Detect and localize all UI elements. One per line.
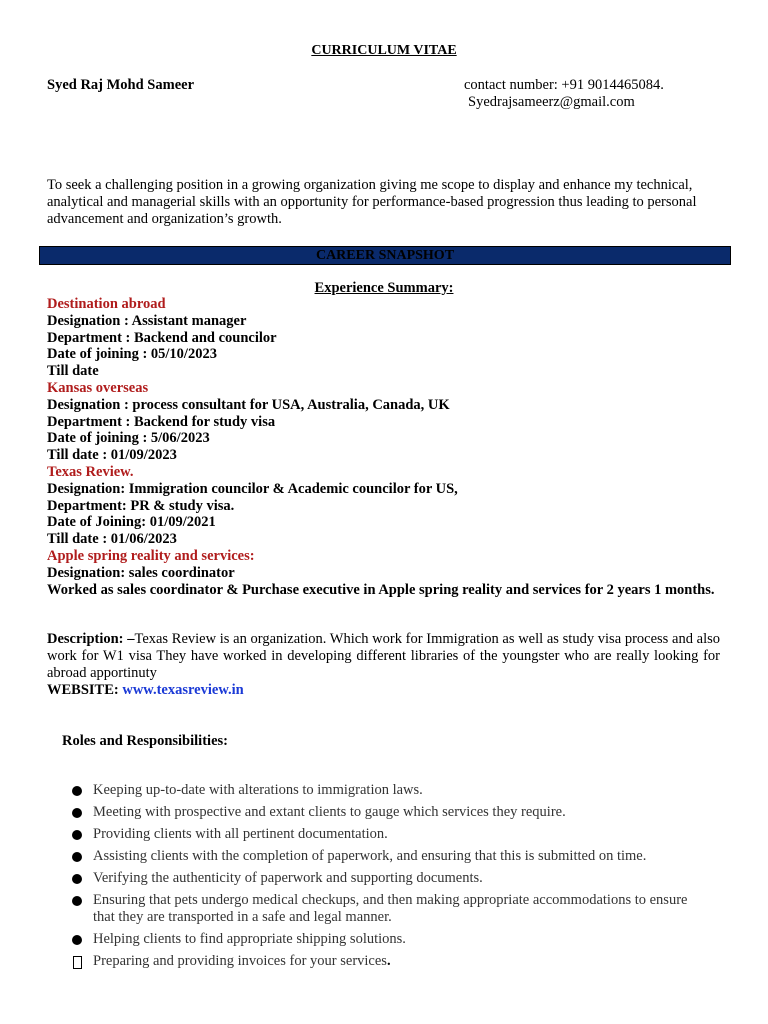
- experience-line: Designation : process consultant for USA, Australia, Canada, UK: [47, 396, 450, 413]
- responsibility-text: Providing clients with all pertinent documentation.: [93, 826, 388, 842]
- experience-line: Department : Backend and councilor: [47, 329, 277, 346]
- responsibilities-list: [70, 782, 710, 975]
- description-paragraph: [47, 631, 720, 682]
- responsibility-text: Meeting with prospective and extant clients to gauge which services they require.: [93, 804, 566, 820]
- list-item: [70, 931, 710, 948]
- description-text: Texas Review is an organization. Which work for Immigration as well as study visa process and also work for W1 visa They have worked in developing different libraries of the youngster who are really looking for abroad apportinuty: [47, 631, 720, 681]
- experience-line: Department : Backend for study visa: [47, 413, 276, 430]
- experience-list: [47, 296, 727, 598]
- responsibility-text: Keeping up-to-date with alterations to immigration laws.: [93, 782, 423, 798]
- experience-entry: [47, 296, 727, 380]
- responsibility-text: Preparing and providing invoices for your services: [93, 952, 387, 969]
- objective-paragraph: To seek a challenging position in a growing organization giving me scope to display and enhance my technical, analytical and managerial skills with an opportunity for performance-based progression thus leading to personal advancement and organization’s growth.: [47, 177, 697, 227]
- responsibility-text: Verifying the authenticity of paperwork and supporting documents.: [93, 870, 483, 886]
- bullet-icon: [72, 786, 82, 796]
- responsibility-text: Assisting clients with the completion of paperwork, and ensuring that this is submitted on time.: [93, 848, 647, 864]
- list-item: [70, 892, 710, 925]
- bullet-icon: [72, 852, 82, 862]
- contact-block: [464, 77, 664, 111]
- experience-entry: [47, 548, 727, 582]
- email-address[interactable]: Syedrajsameerz@gmail.com: [468, 94, 635, 110]
- bullet-icon: [72, 896, 82, 906]
- experience-line: Date of joining : 5/06/2023: [47, 430, 210, 447]
- list-item: [70, 848, 710, 865]
- experience-entry: [47, 464, 727, 548]
- experience-line: Till date : 01/09/2023: [47, 447, 177, 464]
- experience-line: Department: PR & study visa.: [47, 497, 235, 514]
- career-snapshot-bar: CAREER SNAPSHOT: [39, 246, 731, 265]
- company-name: Kansas overseas: [47, 379, 149, 396]
- experience-line: Till date: [47, 363, 99, 380]
- company-name: Destination abroad: [47, 296, 166, 312]
- website-link[interactable]: www.texasreview.in: [122, 682, 244, 698]
- list-item: [70, 953, 710, 970]
- experience-summary-heading: Experience Summary:: [314, 280, 454, 296]
- missing-glyph-icon: [73, 956, 82, 969]
- bullet-icon: [72, 808, 82, 818]
- description-label: Description: –: [47, 631, 135, 647]
- bullet-icon: [72, 874, 82, 884]
- experience-line: Till date : 01/06/2023: [47, 531, 177, 548]
- candidate-name: Syed Raj Mohd Sameer: [47, 77, 195, 93]
- list-item: [70, 826, 710, 843]
- responsibility-text: Helping clients to find appropriate shipping solutions.: [93, 930, 406, 947]
- experience-line: Date of joining : 05/10/2023: [47, 346, 217, 363]
- bullet-icon: [72, 935, 82, 945]
- company-name: Texas Review.: [47, 463, 134, 480]
- worked-as-summary: Worked as sales coordinator & Purchase executive in Apple spring reality and services for 2 years 1 months.: [47, 581, 715, 598]
- document-title: CURRICULUM VITAE: [311, 43, 457, 58]
- experience-line: Designation: sales coordinator: [47, 564, 235, 581]
- experience-entry: [47, 380, 727, 464]
- website-line: [47, 682, 244, 699]
- company-name: Apple spring reality and services:: [47, 547, 255, 564]
- experience-line: Date of Joining: 01/09/2021: [47, 514, 216, 531]
- list-item: [70, 804, 710, 821]
- roles-heading: Roles and Responsibilities:: [62, 733, 228, 749]
- contact-number: contact number: +91 9014465084.: [464, 77, 664, 93]
- experience-line: Designation: Immigration councilor & Academic councilor for US,: [47, 480, 458, 497]
- responsibility-text: Ensuring that pets undergo medical checkups, and then making appropriate accommodations to ensure that they are transported in a safe and legal manner.: [93, 892, 688, 925]
- bullet-icon: [72, 830, 82, 840]
- website-label: WEBSITE:: [47, 682, 123, 698]
- list-item: [70, 782, 710, 799]
- item-period: .: [386, 952, 391, 969]
- list-item: [70, 870, 710, 887]
- experience-line: Designation : Assistant manager: [47, 312, 247, 329]
